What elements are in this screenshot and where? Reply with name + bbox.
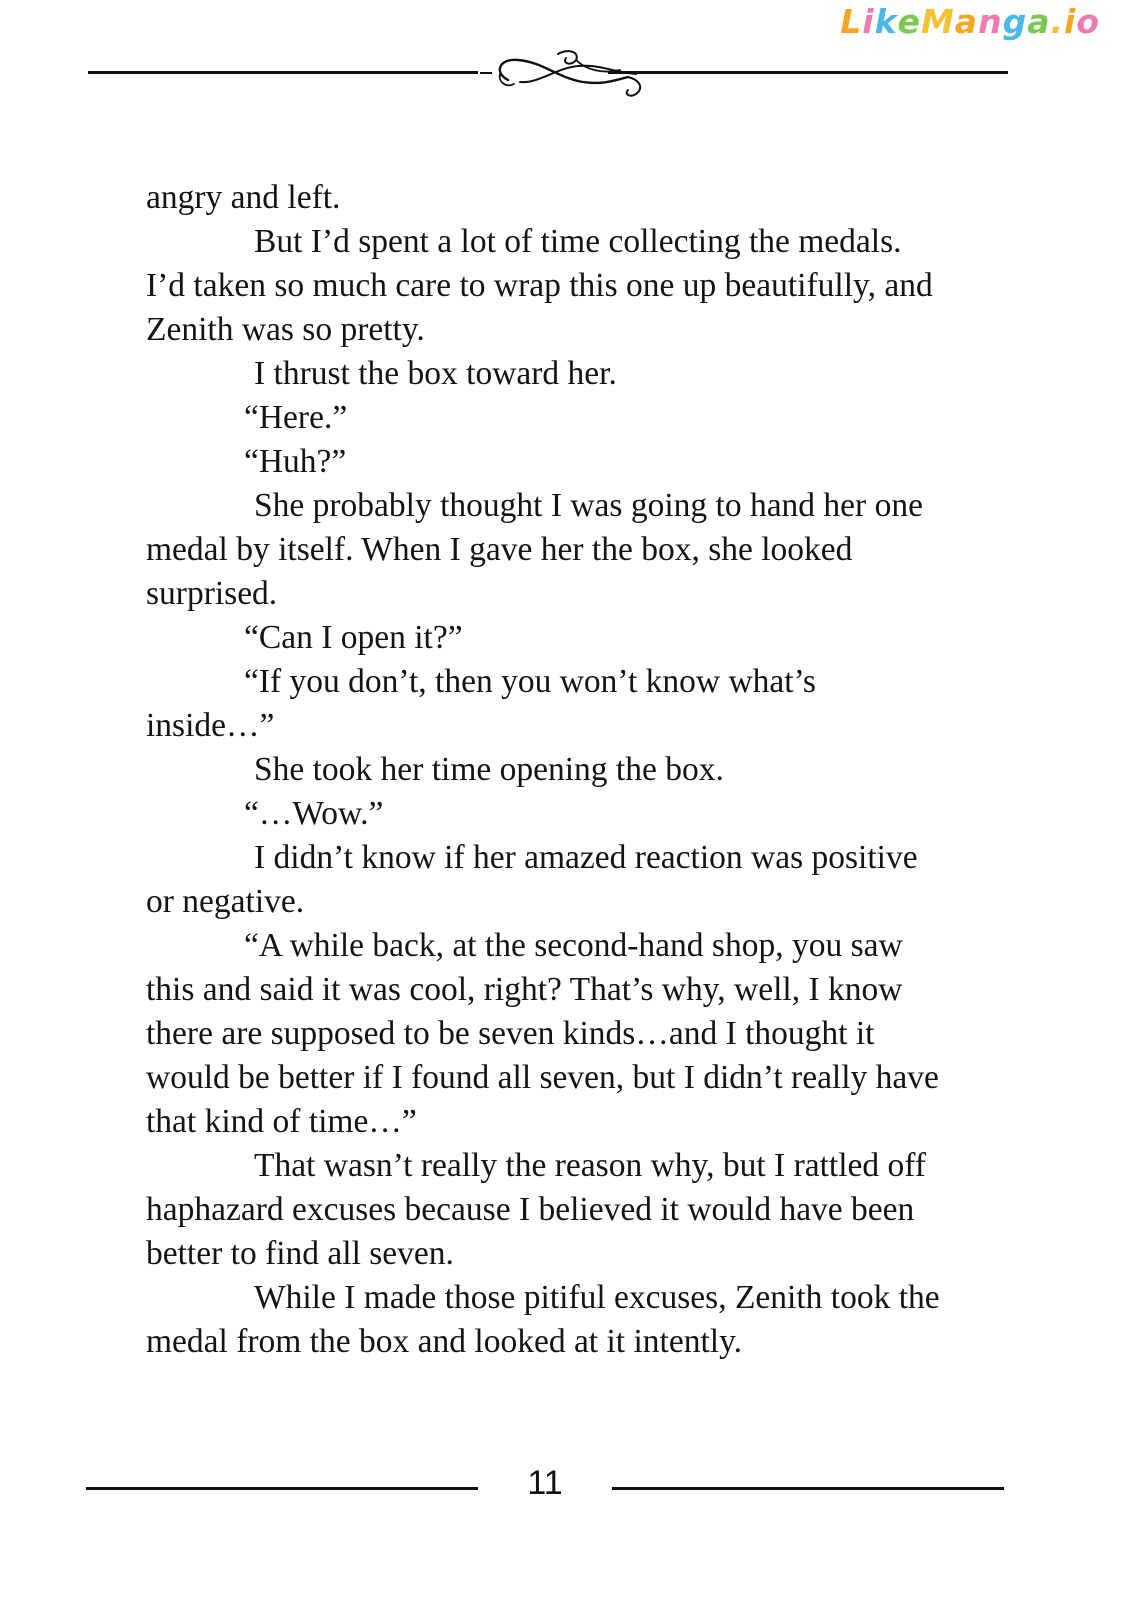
paragraph: “If you don’t, then you won’t know what’s inside…” — [146, 663, 816, 744]
footer-rule-left — [86, 1487, 478, 1490]
body-text — [146, 176, 946, 1364]
paragraph: angry and left. — [146, 179, 341, 216]
page-number: 11 — [527, 1464, 563, 1502]
footer-rule-right — [612, 1487, 1004, 1490]
flourish-divider-icon — [88, 44, 1008, 104]
paragraph: “…Wow.” — [244, 795, 384, 832]
paragraph: But I’d spent a lot of time collecting the medals. I’d taken so much care to wrap this one up beautifully, and Zenith was so pretty. — [146, 223, 933, 348]
paragraph: While I made those pitiful excuses, Zenith took the medal from the box and looked at it intently. — [146, 1279, 940, 1360]
paragraph: She took her time opening the box. — [254, 751, 724, 788]
paragraph: “A while back, at the second-hand shop, you saw this and said it was cool, right? That’s why, well, I know there are supposed to be seven kinds…and I thought it would be better if I found all seven, but I didn’t really have that kind of time…” — [146, 927, 939, 1140]
paragraph: “Can I open it?” — [244, 619, 463, 656]
paragraph: I didn’t know if her amazed reaction was positive or negative. — [146, 839, 918, 920]
watermark-logo[interactable]: LikeManga.io — [840, 2, 1100, 41]
paragraph: I thrust the box toward her. — [254, 355, 617, 392]
page-footer — [86, 1458, 1004, 1518]
paragraph: “Huh?” — [244, 443, 347, 480]
paragraph: She probably thought I was going to hand her one medal by itself. When I gave her the box, she looked surprised. — [146, 487, 923, 612]
paragraph: “Here.” — [244, 399, 348, 436]
paragraph: That wasn’t really the reason why, but I rattled off haphazard excuses because I believed it would have been better to find all seven. — [146, 1147, 926, 1272]
